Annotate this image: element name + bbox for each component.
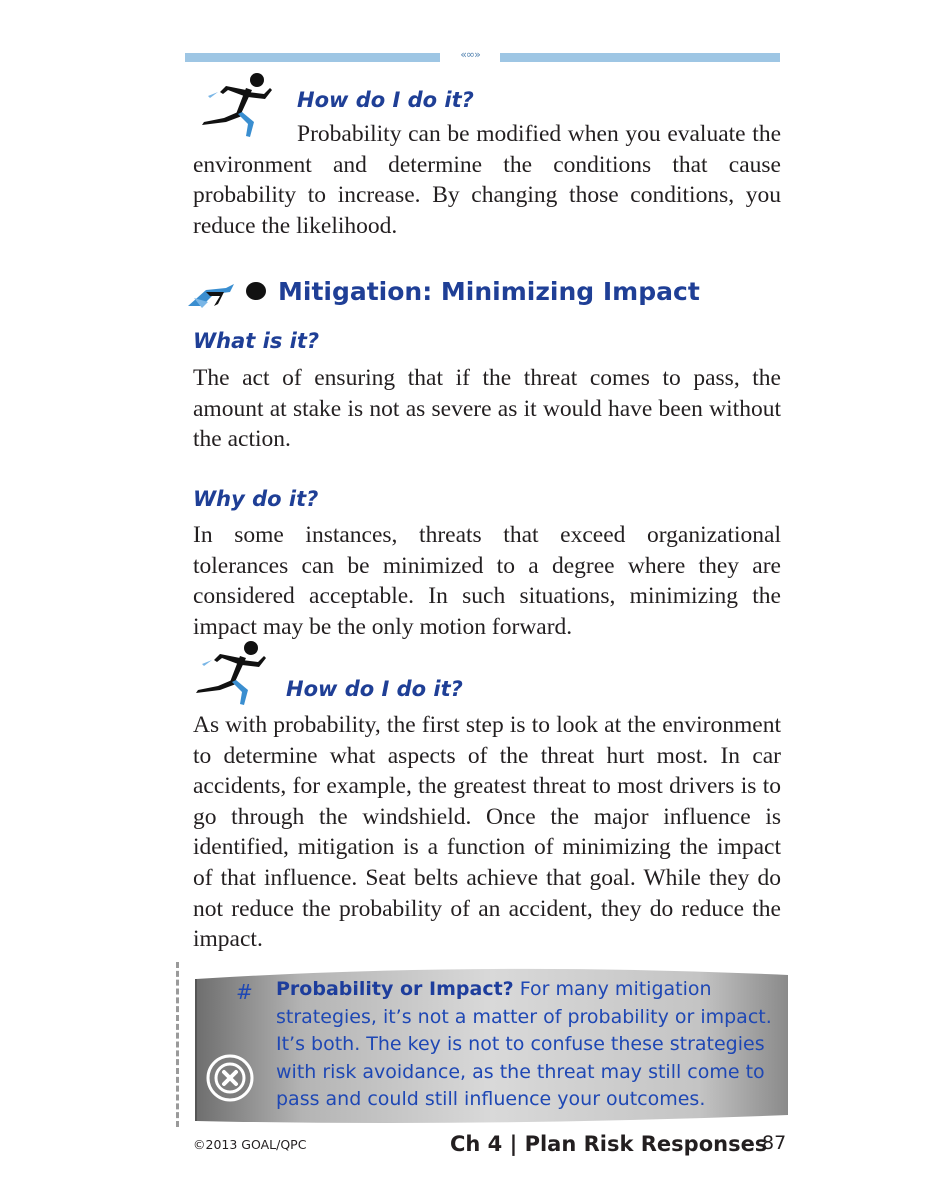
- callout-dashed-edge: [176, 962, 179, 1127]
- how-heading-2: How do I do it?: [286, 677, 463, 701]
- runner-icon: [190, 640, 270, 708]
- why-body: In some instances, threats that exceed organizational tolerances can be minimized to a degree where they are considered acceptable. In such situations, minimizing the impact may be the only motion forward.: [193, 522, 781, 640]
- page-number: 87: [762, 1132, 787, 1154]
- footer-chapter: Ch 4 | Plan Risk Responses: [450, 1132, 768, 1156]
- footer-copyright: ©2013 GOAL/QPC: [193, 1137, 307, 1152]
- what-heading: What is it?: [193, 329, 320, 353]
- how-body-1: Probability can be modified when you evaluate the environment and determine the conditions that cause probability to increase. By changing those conditions, you reduce the likelihood.: [193, 121, 781, 239]
- how-heading-1: How do I do it?: [297, 88, 474, 112]
- callout-body: For many mitigation strategies, it’s not a matter of probability or impact. It’s both. The key is not to confuse these strategies with risk avoidance, as the threat may still come to pass and could still influence your outcomes.: [276, 978, 772, 1110]
- ornament-icon: «∞»: [440, 48, 500, 62]
- sprinter-icon: [184, 276, 274, 312]
- close-circle-icon: [205, 1053, 255, 1103]
- what-body: The act of ensuring that if the threat comes to pass, the amount at stake is not as severe as it would have been without the action.: [193, 365, 781, 453]
- callout-text: [276, 976, 774, 1114]
- callout-lead: Probability or Impact?: [276, 978, 514, 1000]
- hash-icon: #: [236, 980, 253, 1004]
- mitigation-title: Mitigation: Minimizing Impact: [278, 277, 700, 306]
- why-heading: Why do it?: [193, 487, 319, 511]
- how-body-2: As with probability, the first step is to look at the environment to determine what aspects of the threat hurt most. In car accidents, for example, the greatest threat to most drivers is to go through the windshield. Once the major influence is identified, mitigation is a function of minimizing the impact of that influence. Seat belts achieve that goal. While they do not reduce the probability of an accident, they do reduce the impact.: [193, 712, 781, 953]
